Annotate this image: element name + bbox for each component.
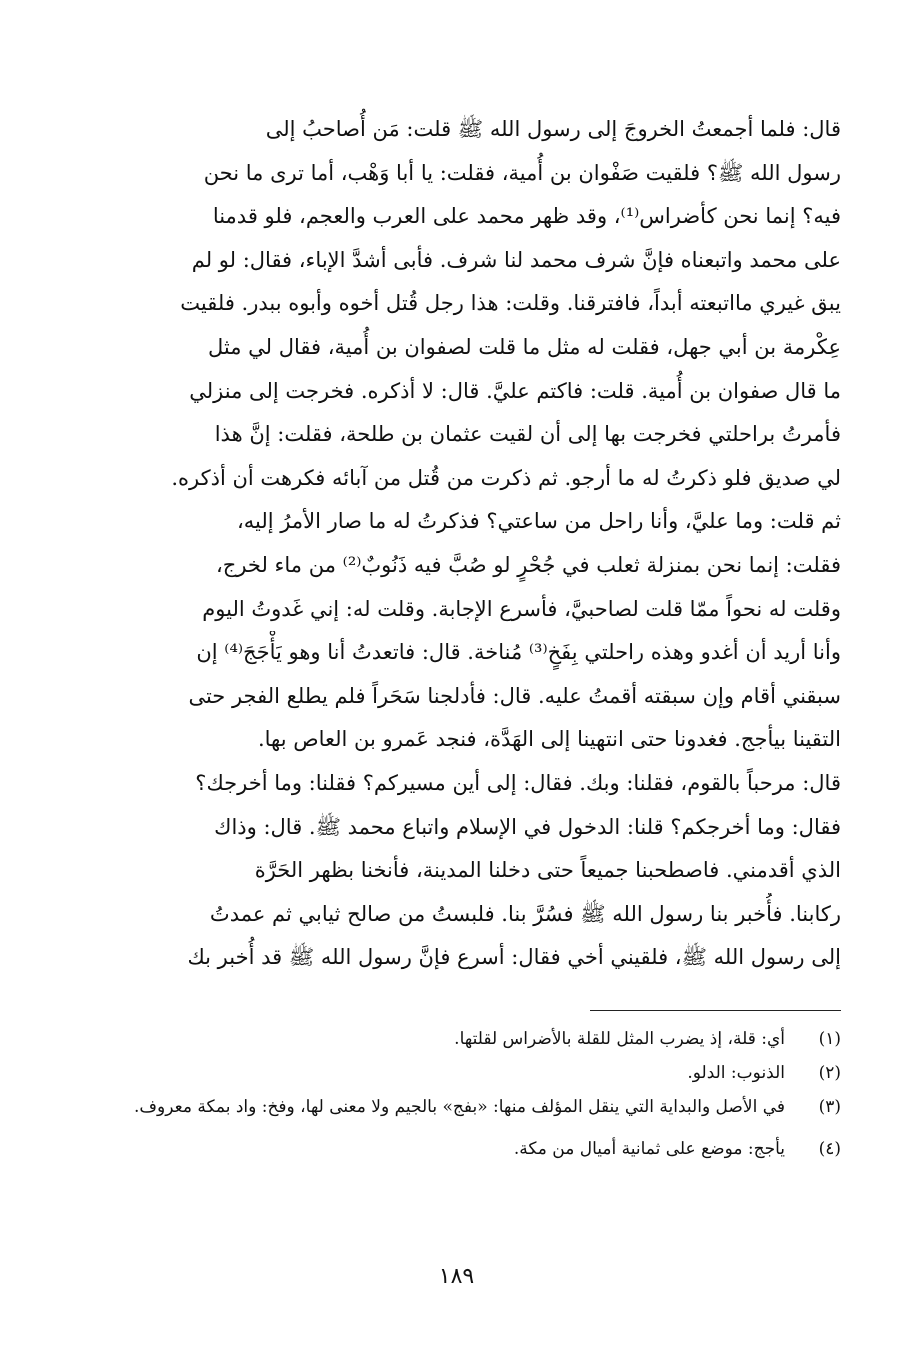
- footnote-item: [115, 1024, 841, 1054]
- text-line: فأمرتُ براحلتي فخرجت بها إلى أن لقيت عثمان بن طلحة، فقلت: إنَّ هذا: [214, 422, 841, 447]
- text-line: فقال: وما أخرجكم؟ قلنا: الدخول في الإسلام واتباع محمد ﷺ. قال: وذاك: [214, 814, 841, 839]
- text-line: فيه؟ إنما نحن كأضراس⁽¹⁾، وقد ظهر محمد على العرب والعجم، فلو قدمنا: [212, 204, 841, 229]
- text-line: ثم قلت: وما عليَّ، وأنا راحل من ساعتي؟ فذكرتُ له ما صار الأمرُ إليه،: [236, 509, 841, 534]
- footnote-number: (١): [818, 1029, 841, 1049]
- text-line: التقينا بيأجج. فغدونا حتى انتهينا إلى الهَدَّة، فنجد عَمرو بن العاص بها.: [257, 727, 841, 752]
- footnote-number: (٣): [818, 1097, 841, 1117]
- main-text-block: [115, 108, 841, 980]
- text-line: يبق غيري مااتبعته أبداً، فافترقنا. وقلت: هذا رجل قُتل أخوه وأبوه ببدر. فلقيت: [180, 291, 841, 316]
- text-line: رسول الله ﷺ؟ فلقيت صَفْوان بن أُمية، فقلت: يا أبا وَهْب، أما ترى ما نحن: [203, 160, 841, 185]
- footnote-text: أي: قلة، إذ يضرب المثل للقلة بالأضراس لقلتها.: [454, 1029, 785, 1049]
- text-line: فقلت: إنما نحن بمنزلة ثعلب في جُحْرٍ لو صُبَّ فيه ذَنُوبٌ⁽²⁾ من ماء لخرج،: [215, 552, 841, 577]
- footnote-text: الذنوب: الدلو.: [687, 1063, 785, 1083]
- text-line: قال: فلما أجمعتُ الخروجَ إلى رسول الله ﷺ قلت: مَن أُصاحبُ إلى: [265, 117, 841, 141]
- text-line: سبقني أقام وإن سبقته أقمتُ عليه. قال: فأدلجنا سَحَراً فلم يطلع الفجر حتى: [188, 683, 841, 708]
- footnote-item: [115, 1058, 841, 1088]
- footnote-text: يأجج: موضع على ثمانية أميال من مكة.: [513, 1139, 785, 1159]
- text-line: لي صديق فلو ذكرتُ له ما أرجو. ثم ذكرت من قُتل من آبائه فكرهت أن أذكره.: [171, 465, 841, 490]
- text-line: وأنا أريد أن أغدو وهذه راحلتي بِفَخٍ⁽³⁾ مُناخة. قال: فاتعدتُ أنا وهو يَأْجَجَ⁽⁴⁾ إن: [196, 640, 841, 665]
- footnote-item: [115, 1092, 841, 1122]
- text-line: ركابنا. فأُخبر بنا رسول الله ﷺ فسُرَّ بنا. فلبستُ من صالح ثيابي ثم عمدتُ: [209, 901, 841, 926]
- text-line: إلى رسول الله ﷺ، فلقيني أخي فقال: أسرع فإنَّ رسول الله ﷺ قد أُخبر بك: [187, 945, 841, 970]
- footnote-divider: [590, 1010, 841, 1011]
- text-line: ما قال صفوان بن أُمية. قلت: فاكتم عليَّ. قال: لا أذكره. فخرجت إلى منزلي: [189, 378, 841, 403]
- footnote-number: (٤): [818, 1139, 841, 1159]
- footnote-text: في الأصل والبداية التي ينقل المؤلف منها: «بفج» بالجيم ولا معنى لها، وفخ: واد بمكة معروف.: [134, 1097, 785, 1117]
- page-number: ١٨٩: [438, 1264, 475, 1289]
- text-line: قال: مرحباً بالقوم، فقلنا: وبك. فقال: إلى أين مسيركم؟ فقلنا: وما أخرجك؟: [195, 770, 841, 795]
- text-line: وقلت له نحواً ممّا قلت لصاحبيَّ، فأسرع الإجابة. وقلت له: إني غَدوتُ اليوم: [202, 596, 841, 621]
- footnote-item: [115, 1134, 841, 1164]
- text-line: عِكْرمة بن أبي جهل، فقلت له مثل ما قلت لصفوان بن أُمية، فقال لي مثل: [207, 334, 841, 359]
- footnotes-section: [115, 1024, 841, 1168]
- text-line: الذي أقدمني. فاصطحبنا جميعاً حتى دخلنا المدينة، فأنخنا بظهر الحَرَّة: [254, 858, 841, 883]
- text-line: على محمد واتبعناه فإنَّ شرف محمد لنا شرف. فأبى أشدَّ الإباء، فقال: لو لم: [191, 247, 841, 272]
- footnote-number: (٢): [818, 1063, 841, 1083]
